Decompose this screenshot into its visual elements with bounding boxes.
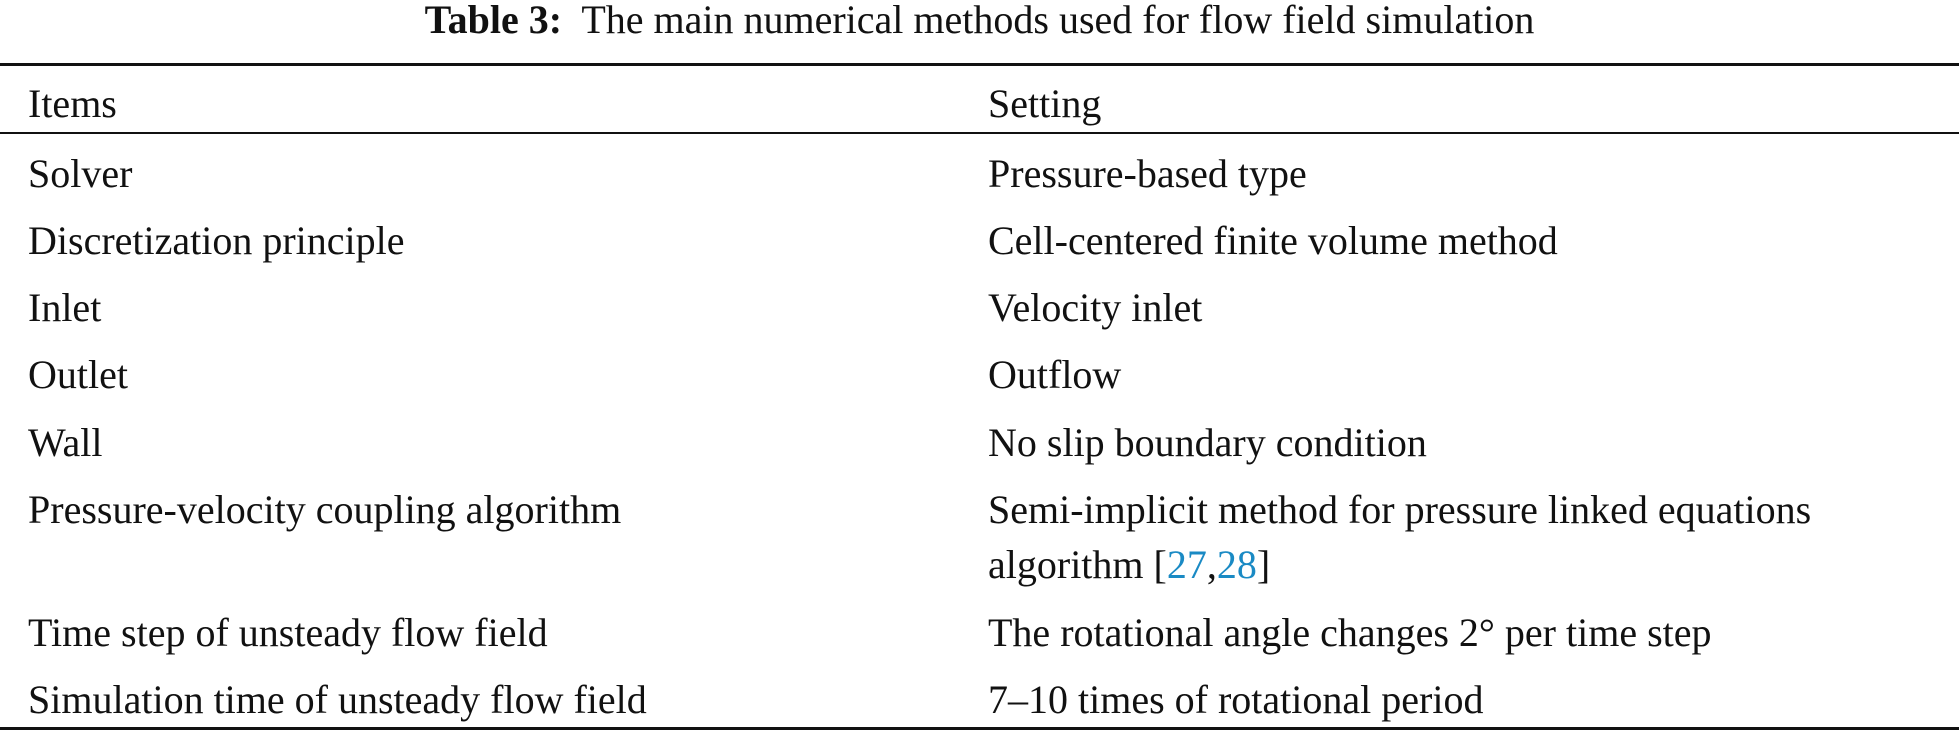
row-coupling-item: Pressure-velocity coupling algorithm xyxy=(28,487,622,532)
row-wall-setting: No slip boundary condition xyxy=(988,420,1427,465)
table-caption-text: The main numerical methods used for flow field simulation xyxy=(581,0,1535,42)
row-inlet-setting: Velocity inlet xyxy=(988,285,1203,330)
row-inlet-item: Inlet xyxy=(28,285,102,330)
reference-link-27[interactable]: 27 xyxy=(1166,542,1207,587)
reference-link-28[interactable]: 28 xyxy=(1216,542,1257,587)
table-header-rule xyxy=(0,132,1959,134)
row-timestep-setting: The rotational angle changes 2° per time step xyxy=(988,610,1712,655)
row-coupling-setting-line2-suffix: ] xyxy=(1256,542,1271,587)
header-setting: Setting xyxy=(988,81,1102,126)
row-outlet-setting: Outflow xyxy=(988,352,1122,397)
row-solver-setting: Pressure-based type xyxy=(988,151,1307,196)
row-coupling-setting-line2 xyxy=(988,538,1270,592)
row-solver-item: Solver xyxy=(28,151,133,196)
table-caption xyxy=(0,0,1959,40)
row-simtime-item: Simulation time of unsteady flow field xyxy=(28,677,647,722)
table-caption-label: Table 3: xyxy=(424,0,563,42)
row-timestep-item: Time step of unsteady flow field xyxy=(28,610,548,655)
row-discretization-setting: Cell-centered finite volume method xyxy=(988,218,1558,263)
row-simtime-setting: 7–10 times of rotational period xyxy=(988,677,1484,722)
row-coupling-setting-line2-prefix: algorithm [ xyxy=(988,542,1167,587)
row-outlet-item: Outlet xyxy=(28,352,128,397)
row-wall-item: Wall xyxy=(28,420,103,465)
row-coupling-setting-line1: Semi-implicit method for pressure linked equations xyxy=(988,487,1812,532)
table-bottom-rule xyxy=(0,727,1959,730)
row-discretization-item: Discretization principle xyxy=(28,218,405,263)
reference-separator: , xyxy=(1206,542,1217,587)
table-top-rule xyxy=(0,63,1959,66)
header-items: Items xyxy=(28,81,117,126)
